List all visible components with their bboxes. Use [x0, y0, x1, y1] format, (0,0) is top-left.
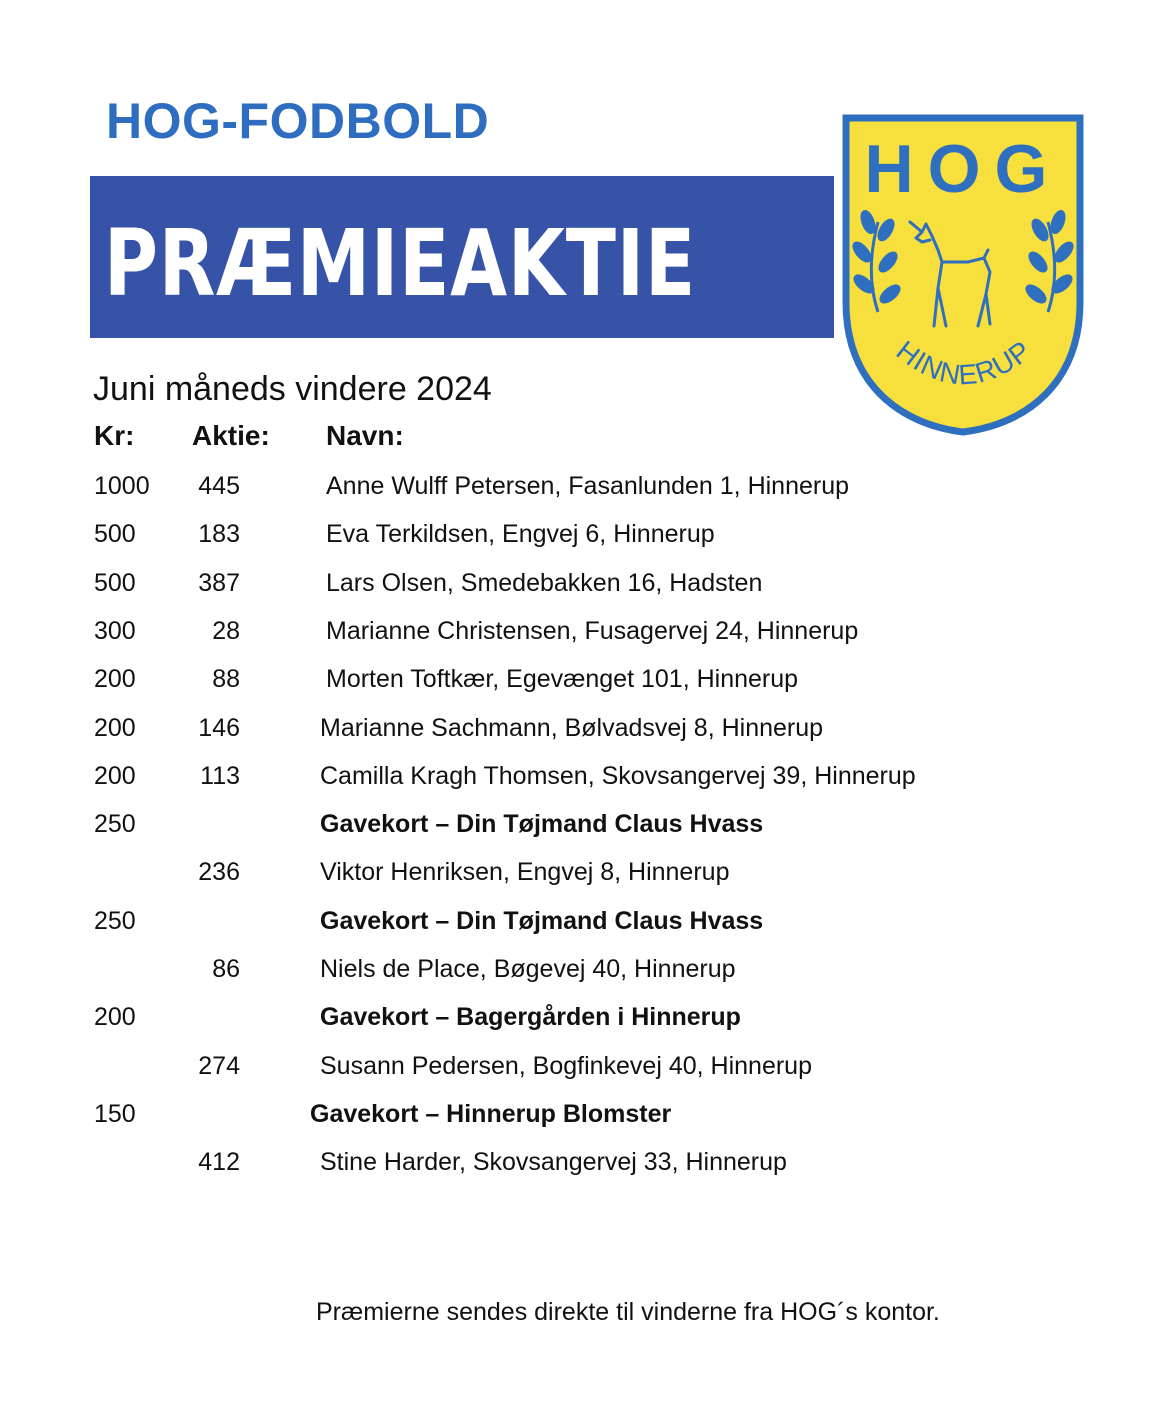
gift-card-row — [0, 810, 1162, 854]
share-number: 274 — [198, 1051, 240, 1080]
winner-name: Eva Terkildsen, Engvej 6, Hinnerup — [326, 520, 715, 549]
share-number: 28 — [212, 616, 240, 645]
prize-amount: 200 — [94, 761, 136, 790]
footer-note: Præmierne sendes direkte til vinderne fra HOG´s kontor. — [316, 1298, 940, 1326]
share-number: 412 — [198, 1148, 240, 1177]
winner-name: Anne Wulff Petersen, Fasanlunden 1, Hinnerup — [326, 472, 850, 500]
winner-row — [0, 1148, 1162, 1192]
gift-card-label: Gavekort – Din Tøjmand Claus Hvass — [320, 906, 764, 935]
logo-top-text: HOG — [864, 131, 1062, 207]
logo-bottom-text: HINNERUP — [890, 334, 1038, 391]
prize-amount: 1000 — [94, 472, 150, 500]
winner-row — [0, 762, 1162, 806]
winner-name: Marianne Sachmann, Bølvadsvej 8, Hinnerup — [320, 713, 824, 742]
share-number: 88 — [212, 665, 240, 694]
share-number: 236 — [198, 858, 240, 887]
prize-amount: 500 — [94, 568, 136, 597]
winner-name: Susann Pedersen, Bogfinkevej 40, Hinnerup — [320, 1051, 812, 1080]
column-header-kr: Kr: — [94, 420, 135, 451]
winner-row — [0, 858, 1162, 902]
winner-name: Stine Harder, Skovsangervej 33, Hinnerup — [320, 1148, 787, 1177]
prize-amount: 250 — [94, 810, 136, 839]
gift-card-label: Gavekort – Din Tøjmand Claus Hvass — [320, 810, 764, 839]
share-number: 113 — [200, 761, 240, 790]
prize-amount: 500 — [94, 520, 136, 549]
winner-row — [0, 472, 1162, 516]
winner-name: Lars Olsen, Smedebakken 16, Hadsten — [326, 568, 763, 597]
column-header-navn: Navn: — [326, 420, 404, 451]
winner-row — [0, 714, 1162, 758]
gift-card-row — [0, 1100, 1162, 1144]
org-title: HOG-FODBOLD — [106, 93, 490, 149]
hog-shield-logo — [838, 112, 1088, 437]
winner-name: Niels de Place, Bøgevej 40, Hinnerup — [320, 955, 736, 983]
share-number: 86 — [212, 955, 240, 983]
winner-row — [0, 617, 1162, 661]
prize-amount: 150 — [94, 1099, 136, 1128]
prize-amount: 200 — [94, 713, 136, 742]
banner-title: PRÆMIEAKTIE — [104, 210, 697, 317]
share-number: 445 — [198, 472, 240, 500]
winner-row — [0, 520, 1162, 564]
share-number: 387 — [198, 568, 240, 597]
winner-row — [0, 955, 1162, 999]
winner-name: Camilla Kragh Thomsen, Skovsangervej 39, Hinnerup — [320, 761, 916, 790]
gift-card-label: Gavekort – Hinnerup Blomster — [310, 1099, 672, 1128]
share-number: 146 — [198, 713, 240, 742]
subtitle: Juni måneds vindere 2024 — [93, 370, 492, 408]
gift-card-row — [0, 1003, 1162, 1047]
winner-name: Morten Toftkær, Egevænget 101, Hinnerup — [326, 665, 799, 694]
share-number: 183 — [198, 520, 240, 549]
prize-amount: 200 — [94, 1003, 136, 1032]
prize-amount: 200 — [94, 665, 136, 694]
column-header-aktie: Aktie: — [192, 420, 270, 451]
winner-name: Marianne Christensen, Fusagervej 24, Hinnerup — [326, 616, 859, 645]
winner-row — [0, 569, 1162, 613]
gift-card-label: Gavekort – Bagergården i Hinnerup — [320, 1003, 741, 1032]
winner-name: Viktor Henriksen, Engvej 8, Hinnerup — [320, 858, 730, 887]
gift-card-row — [0, 907, 1162, 951]
prize-amount: 300 — [94, 616, 136, 645]
winner-row — [0, 1052, 1162, 1096]
prize-amount: 250 — [94, 906, 136, 935]
winner-row — [0, 665, 1162, 709]
